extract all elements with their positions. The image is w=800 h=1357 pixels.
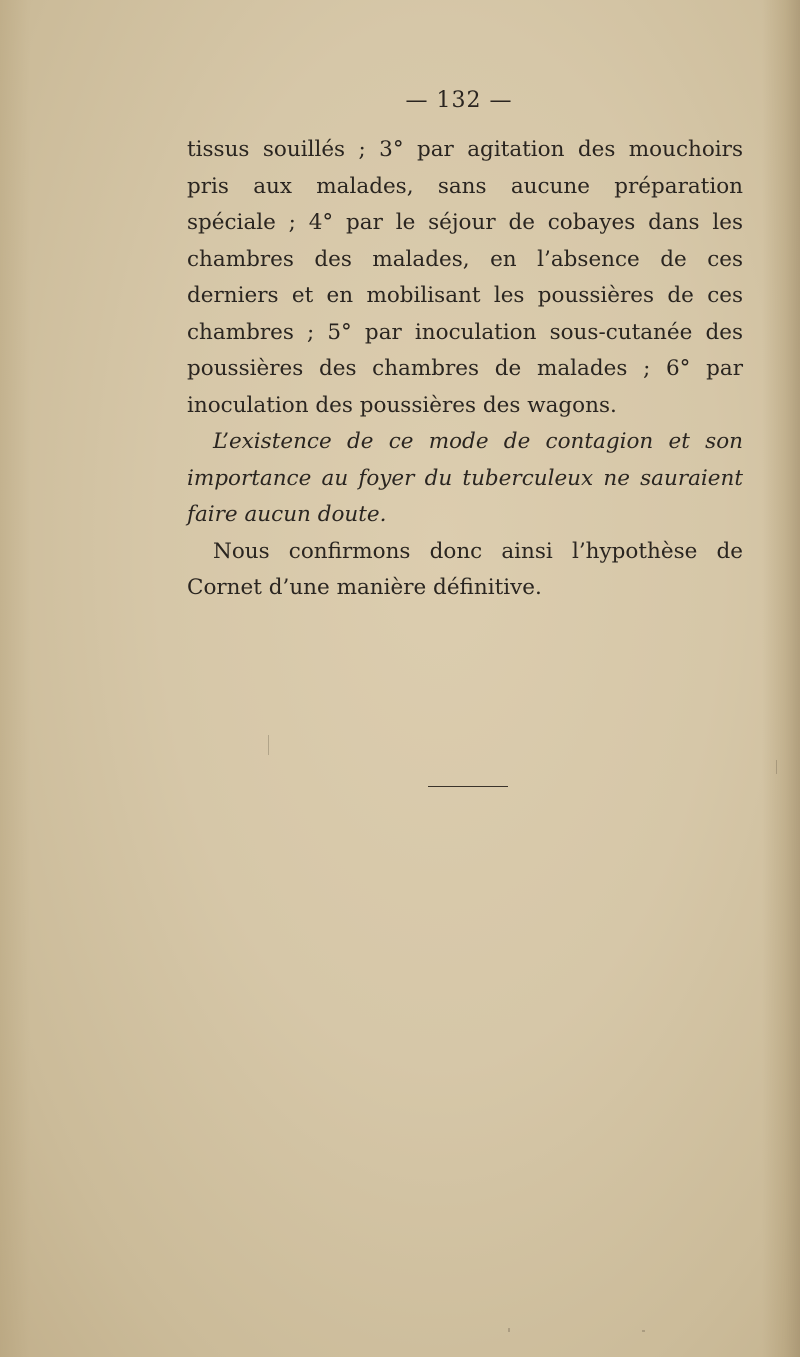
paper-speck xyxy=(642,1330,645,1332)
end-of-section-rule xyxy=(428,786,508,787)
paper-speck xyxy=(776,760,777,774)
paragraph-conclusion: Nous confirmons donc ainsi l’hypothèse de Cornet d’une manière définitive. xyxy=(187,538,743,600)
paragraph-italic-statement: L’existence de ce mode de contagion et son importance au foyer du tuberculeux ne sauraient faire aucun doute. xyxy=(187,429,743,527)
body-text xyxy=(187,132,743,607)
paragraph-continuation: tissus souillés ; 3° par agitation des mouchoirs pris aux malades, sans aucune préparation spéciale ; 4° par le séjour de cobayes dans les chambres des malades, en l’absence de ces derniers et en mobilisant les poussières de ces chambres ; 5° par inoculation sous-cutanée des poussières des chambres de malades ; 6° par inoculation des poussières des wagons. xyxy=(187,137,743,418)
paper-speck xyxy=(268,735,269,755)
paper-speck xyxy=(508,1328,510,1332)
page-right-shadow xyxy=(762,0,800,1357)
page-number: — 132 — xyxy=(405,88,513,113)
page-left-shadow xyxy=(0,0,30,1357)
